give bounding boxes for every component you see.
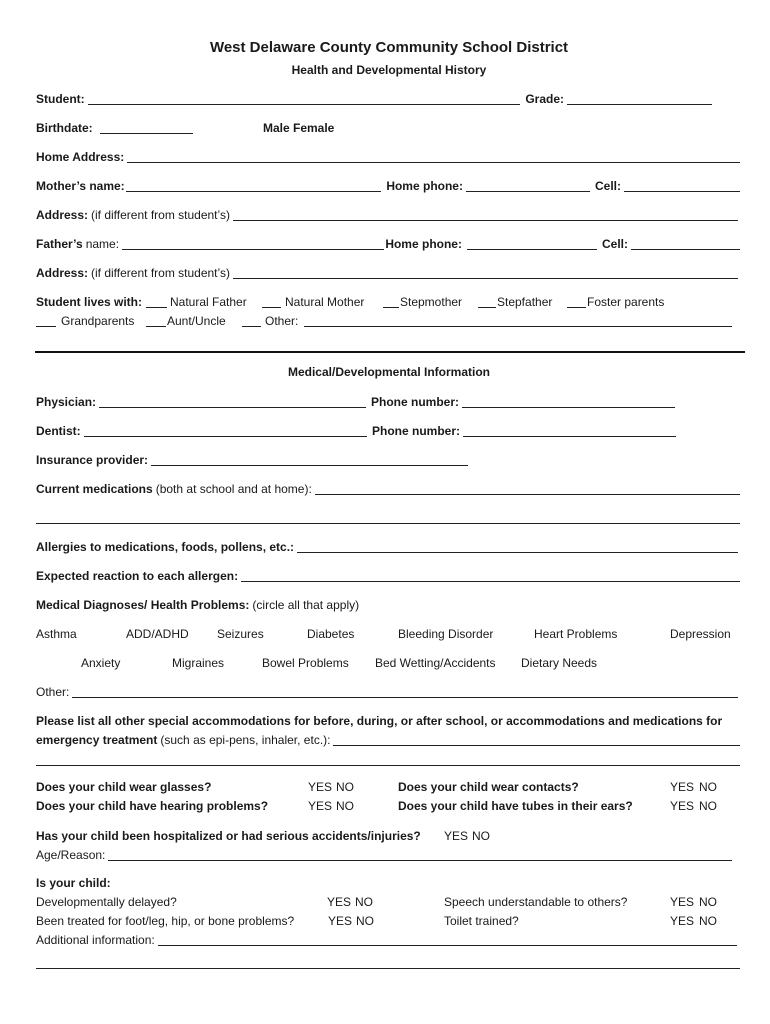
medications-row bbox=[36, 481, 740, 497]
insurance-row bbox=[36, 452, 468, 468]
dentist-field[interactable] bbox=[84, 423, 367, 437]
additional-info-field-2[interactable] bbox=[36, 955, 740, 969]
father-home-phone-label: Home phone: bbox=[385, 237, 462, 251]
diagnosis-option-diabetes: Diabetes bbox=[307, 627, 355, 641]
diagnosis-option-migraines: Migraines bbox=[172, 656, 225, 670]
tubes-question: Does your child have tubes in their ears? bbox=[398, 799, 633, 813]
additional-info-row-2 bbox=[36, 955, 740, 971]
grade-field[interactable] bbox=[567, 91, 712, 105]
accommodations-label: Please list all other special accommodations for before, during, or after school, or accommodations and medications for bbox=[36, 714, 723, 728]
delayed-no-option: NO bbox=[355, 895, 373, 909]
toilet-no-option: NO bbox=[699, 914, 717, 928]
home-address-row bbox=[36, 149, 740, 165]
grade-label: Grade: bbox=[525, 92, 564, 106]
other-diagnosis-field[interactable] bbox=[72, 684, 738, 698]
hospitalized-row bbox=[36, 828, 740, 844]
mother-home-phone-label: Home phone: bbox=[386, 179, 463, 193]
physician-phone-label: Phone number: bbox=[370, 395, 459, 409]
student-row bbox=[36, 91, 712, 107]
lives-with-row-2 bbox=[36, 313, 740, 329]
father-address-label: Address: bbox=[36, 266, 89, 280]
contacts-yes-option: YES bbox=[670, 780, 695, 794]
emergency-field-2[interactable] bbox=[36, 752, 740, 766]
mother-row bbox=[36, 178, 740, 194]
lives-with-option-natural-father: Natural Father bbox=[170, 295, 247, 309]
emergency-row-2 bbox=[36, 752, 740, 768]
allergies-label: Allergies to medications, foods, pollens, etc.: bbox=[36, 540, 295, 554]
father-address-row bbox=[36, 265, 738, 281]
tubes-yes-option: YES bbox=[670, 799, 695, 813]
mother-home-phone-field[interactable] bbox=[466, 178, 590, 192]
lives-with-option-natural-mother: Natural Mother bbox=[285, 295, 365, 309]
other-diagnosis-row bbox=[36, 684, 738, 700]
other-guardian-field[interactable] bbox=[304, 313, 732, 327]
delayed-speech-row bbox=[36, 894, 740, 910]
lives-with-option-stepfather: Stepfather bbox=[497, 295, 553, 309]
hearing-question: Does your child have hearing problems? bbox=[36, 799, 269, 813]
home-address-label: Home Address: bbox=[36, 150, 125, 164]
insurance-field[interactable] bbox=[151, 452, 468, 466]
glasses-yes-option: YES bbox=[308, 780, 333, 794]
diagnosis-option-seizures: Seizures bbox=[217, 627, 264, 641]
mother-name-field[interactable] bbox=[126, 178, 382, 192]
emergency-field[interactable] bbox=[333, 732, 740, 746]
lives-with-option-stepmother: Stepmother bbox=[400, 295, 463, 309]
father-address-field[interactable] bbox=[233, 265, 738, 279]
contacts-no-option: NO bbox=[699, 780, 717, 794]
stepfather-blank[interactable] bbox=[478, 294, 496, 308]
other-diagnosis-label: Other: bbox=[36, 685, 70, 699]
father-name-field[interactable] bbox=[122, 236, 384, 250]
dentist-phone-label: Phone number: bbox=[371, 424, 460, 438]
toilet-yes-option: YES bbox=[670, 914, 695, 928]
medications-label: Current medications bbox=[36, 482, 153, 496]
form-subtitle: Health and Developmental History bbox=[291, 63, 487, 77]
birthdate-row bbox=[36, 120, 740, 136]
medications-field[interactable] bbox=[315, 481, 740, 495]
physician-field[interactable] bbox=[99, 394, 366, 408]
bone-yes-option: YES bbox=[328, 914, 353, 928]
diagnoses-heading-row bbox=[36, 597, 740, 613]
sex-option-male: Male bbox=[263, 121, 290, 135]
emergency-label: emergency treatment bbox=[36, 733, 158, 747]
additional-info-label: Additional information: bbox=[36, 933, 155, 947]
reaction-row bbox=[36, 568, 740, 584]
medications-row-2 bbox=[36, 510, 740, 526]
student-label: Student: bbox=[36, 92, 85, 106]
speech-yes-option: YES bbox=[670, 895, 695, 909]
contacts-question: Does your child wear contacts? bbox=[398, 780, 579, 794]
hospitalized-question: Has your child been hospitalized or had serious accidents/injuries? bbox=[36, 829, 421, 843]
hearing-tubes-row bbox=[36, 798, 740, 814]
diagnosis-option-heart-problems: Heart Problems bbox=[534, 627, 618, 641]
birthdate-field[interactable] bbox=[100, 120, 193, 134]
mother-address-note: (if different from student’s) bbox=[91, 208, 230, 222]
diagnosis-option-asthma: Asthma bbox=[36, 627, 77, 641]
father-row bbox=[36, 236, 740, 252]
insurance-label: Insurance provider: bbox=[36, 453, 149, 467]
lives-with-row bbox=[36, 294, 740, 310]
dentist-row bbox=[36, 423, 676, 439]
tubes-no-option: NO bbox=[699, 799, 717, 813]
mother-name-label: Mother’s name: bbox=[36, 179, 125, 193]
father-name-suffix: name: bbox=[85, 237, 120, 251]
diagnosis-option-dietary-needs: Dietary Needs bbox=[521, 656, 598, 670]
glasses-contacts-row bbox=[36, 779, 740, 795]
birthdate-label: Birthdate: bbox=[36, 121, 93, 135]
grandparents-blank[interactable] bbox=[36, 313, 56, 327]
reaction-field[interactable] bbox=[241, 568, 740, 582]
diagnosis-option-bowel-problems: Bowel Problems bbox=[262, 656, 349, 670]
reaction-label: Expected reaction to each allergen: bbox=[36, 569, 239, 583]
stepmother-blank[interactable] bbox=[383, 294, 399, 308]
mother-address-field[interactable] bbox=[233, 207, 738, 221]
father-home-phone-field[interactable] bbox=[467, 236, 597, 250]
hospitalized-yes-option: YES bbox=[444, 829, 469, 843]
medical-section-heading: Medical/Developmental Information bbox=[287, 365, 491, 379]
accommodations-row bbox=[36, 713, 740, 729]
toilet-question: Toilet trained? bbox=[444, 914, 519, 928]
lives-with-option-aunt-uncle: Aunt/Uncle bbox=[167, 314, 226, 328]
additional-info-field[interactable] bbox=[158, 932, 737, 946]
delayed-question: Developmentally delayed? bbox=[36, 895, 177, 909]
emergency-note: (such as epi-pens, inhaler, etc.): bbox=[160, 733, 331, 747]
diagnosis-option-depression: Depression bbox=[670, 627, 731, 641]
hearing-yes-option: YES bbox=[308, 799, 333, 813]
mother-cell-field[interactable] bbox=[624, 178, 740, 192]
father-cell-field[interactable] bbox=[631, 236, 740, 250]
diagnoses-label: Medical Diagnoses/ Health Problems: bbox=[36, 598, 250, 612]
lives-with-option-other: Other: bbox=[265, 314, 299, 328]
diagnosis-option-bleeding-disorder: Bleeding Disorder bbox=[398, 627, 494, 641]
is-your-child-row bbox=[36, 875, 740, 891]
emergency-row bbox=[36, 732, 740, 748]
bone-toilet-row bbox=[36, 913, 740, 929]
student-name-field[interactable] bbox=[88, 91, 521, 105]
diagnoses-note: (circle all that apply) bbox=[252, 598, 360, 612]
foster-parents-blank[interactable] bbox=[567, 294, 586, 308]
other-guardian-blank[interactable] bbox=[242, 313, 261, 327]
medications-field-2[interactable] bbox=[36, 510, 740, 524]
medications-note: (both at school and at home): bbox=[155, 482, 312, 496]
father-cell-label: Cell: bbox=[601, 237, 628, 251]
age-reason-field[interactable] bbox=[108, 847, 732, 861]
glasses-no-option: NO bbox=[336, 780, 354, 794]
speech-question: Speech understandable to others? bbox=[444, 895, 628, 909]
additional-info-row bbox=[36, 932, 737, 948]
section-divider bbox=[35, 351, 745, 353]
aunt-uncle-blank[interactable] bbox=[146, 313, 166, 327]
physician-label: Physician: bbox=[36, 395, 97, 409]
mother-address-row bbox=[36, 207, 738, 223]
physician-row bbox=[36, 394, 675, 410]
sex-option-female: Female bbox=[293, 121, 335, 135]
dentist-label: Dentist: bbox=[36, 424, 81, 438]
age-reason-label: Age/Reason: bbox=[36, 848, 106, 862]
diagnoses-row-2 bbox=[36, 655, 740, 671]
delayed-yes-option: YES bbox=[327, 895, 352, 909]
natural-mother-blank[interactable] bbox=[262, 294, 281, 308]
father-address-note: (if different from student’s) bbox=[91, 266, 230, 280]
glasses-question: Does your child wear glasses? bbox=[36, 780, 212, 794]
form-title: West Delaware County Community School District bbox=[209, 39, 569, 56]
speech-no-option: NO bbox=[699, 895, 717, 909]
hospitalized-no-option: NO bbox=[472, 829, 490, 843]
diagnoses-row-1 bbox=[36, 626, 740, 642]
diagnosis-option-bed-wetting: Bed Wetting/Accidents bbox=[375, 656, 496, 670]
home-address-field[interactable] bbox=[127, 149, 740, 163]
physician-phone-field[interactable] bbox=[462, 394, 675, 408]
lives-with-label: Student lives with: bbox=[36, 295, 143, 309]
mother-cell-label: Cell: bbox=[594, 179, 621, 193]
diagnosis-option-anxiety: Anxiety bbox=[81, 656, 121, 670]
lives-with-option-foster-parents: Foster parents bbox=[587, 295, 665, 309]
hearing-no-option: NO bbox=[336, 799, 354, 813]
is-your-child-label: Is your child: bbox=[36, 876, 111, 890]
mother-address-label: Address: bbox=[36, 208, 89, 222]
bone-no-option: NO bbox=[356, 914, 374, 928]
father-label: Father’s bbox=[36, 237, 83, 251]
dentist-phone-field[interactable] bbox=[463, 423, 676, 437]
age-reason-row bbox=[36, 847, 732, 863]
allergies-field[interactable] bbox=[297, 539, 738, 553]
bone-question: Been treated for foot/leg, hip, or bone problems? bbox=[36, 914, 295, 928]
allergies-row bbox=[36, 539, 738, 555]
lives-with-option-grandparents: Grandparents bbox=[61, 314, 135, 328]
natural-father-blank[interactable] bbox=[146, 294, 167, 308]
diagnosis-option-add-adhd: ADD/ADHD bbox=[126, 627, 189, 641]
